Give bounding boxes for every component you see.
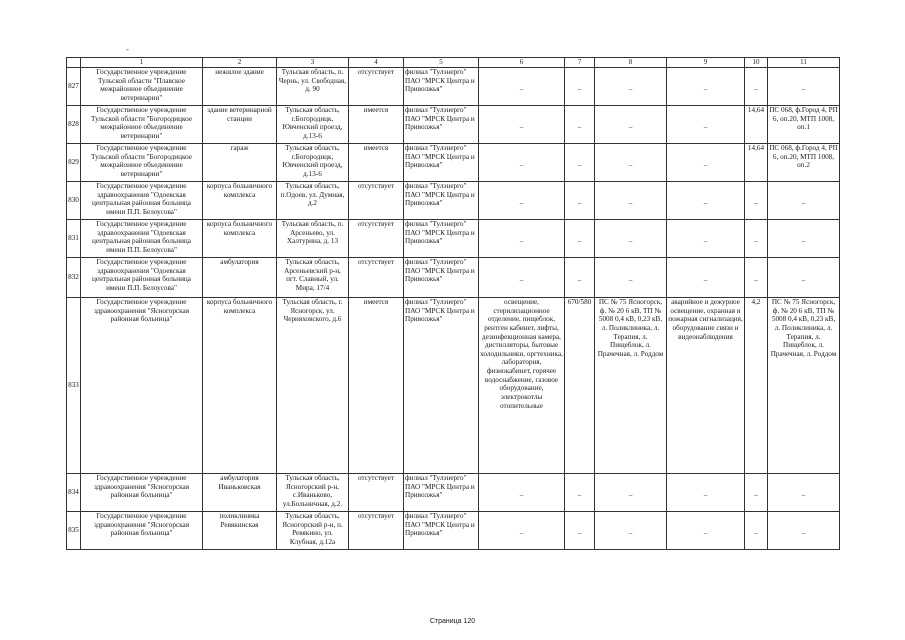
cell-address: Тульская область, г. Ясногорск, ул. Черняховского, д.6 xyxy=(277,298,349,474)
cell-col9: – xyxy=(667,512,745,550)
cell-row-number: 834 xyxy=(67,474,81,512)
cell-row-number: 833 xyxy=(67,298,81,474)
header-cell: 6 xyxy=(479,58,565,68)
cell-organization: филиал "Тулэнерго" ПАО "МРСК Центра и Приволжья" xyxy=(404,474,479,512)
header-cell: 3 xyxy=(277,58,349,68)
cell-col9: – xyxy=(667,68,745,106)
cell-col11: – xyxy=(768,258,840,298)
cell-address: Тульская область, г.Богородицк, Ювченский проезд, д.13-6 xyxy=(277,106,349,144)
cell-row-number: 830 xyxy=(67,182,81,220)
cell-col7: – xyxy=(565,474,595,512)
cell-organization: филиал "Тулэнерго" ПАО "МРСК Центра и Приволжья" xyxy=(404,220,479,258)
cell-col8: – xyxy=(595,182,667,220)
cell-address: Тульская область, Арсеньевский р-н, пгт. Славный, ул. Мира, 17/4 xyxy=(277,258,349,298)
cell-status: отсутствует xyxy=(349,68,404,106)
cell-status: имеется xyxy=(349,106,404,144)
cell-col11: ПС 068, ф.Город 4, РП 6, оп.20, МТП 1008, оп.2 xyxy=(768,144,840,182)
register-table xyxy=(66,57,840,550)
page-footer: Страница 120 xyxy=(429,618,476,625)
cell-col10: – xyxy=(745,512,768,550)
cell-object: здание ветеринарной станции xyxy=(203,106,277,144)
table-row xyxy=(67,144,840,182)
cell-col7: – xyxy=(565,220,595,258)
cell-col8: – xyxy=(595,258,667,298)
cell-col11: ПС 068, ф.Город 4, РП 6, оп.20, МТП 1008, оп.1 xyxy=(768,106,840,144)
cell-col9: – xyxy=(667,220,745,258)
table-row xyxy=(67,474,840,512)
cell-name: Государственное учреждение Тульской области "Богородицкое межрайонное объединение ветеринарии" xyxy=(81,144,203,182)
cell-col8: – xyxy=(595,474,667,512)
cell-status: отсутствует xyxy=(349,258,404,298)
cell-object: гараж xyxy=(203,144,277,182)
cell-organization: филиал "Тулэнерго" ПАО "МРСК Центра и Приволжья" xyxy=(404,182,479,220)
header-cell: 2 xyxy=(203,58,277,68)
cell-object: амбулатория Иваньковская xyxy=(203,474,277,512)
cell-address: Тульская область, п. Чернь, ул. Свободная, д. 90 xyxy=(277,68,349,106)
header-cell: 1 xyxy=(81,58,203,68)
cell-col10: – xyxy=(745,258,768,298)
cell-col9: – xyxy=(667,106,745,144)
cell-object: поликлиника Ревякинская xyxy=(203,512,277,550)
cell-col8: – xyxy=(595,144,667,182)
cell-row-number: 832 xyxy=(67,258,81,298)
cell-organization: филиал "Тулэнерго" ПАО "МРСК Центра и Приволжья" xyxy=(404,258,479,298)
cell-col11: – xyxy=(768,474,840,512)
table-row xyxy=(67,258,840,298)
cell-name: Государственное учреждение здравоохранения "Одоевская центральная районная больница имени П.П. Белоусова" xyxy=(81,220,203,258)
cell-col7: – xyxy=(565,512,595,550)
cell-col11: – xyxy=(768,182,840,220)
cell-col7: – xyxy=(565,258,595,298)
cell-col6: – xyxy=(479,474,565,512)
cell-object: корпуса больничного комплекса xyxy=(203,182,277,220)
cell-status: отсутствует xyxy=(349,474,404,512)
page-mark: - xyxy=(126,44,129,54)
cell-col9: – xyxy=(667,182,745,220)
cell-name: Государственное учреждение здравоохранения "Одоевская центральная районная больница имени П.П. Белоусова" xyxy=(81,182,203,220)
cell-object: корпуса больничного комплекса xyxy=(203,298,277,474)
cell-address: Тульская область, г.Богородицк, Ювченский проезд, д.13-6 xyxy=(277,144,349,182)
cell-col8: – xyxy=(595,68,667,106)
cell-address: Тульская область, п. Арсеньево, ул. Халтурина, д. 13 xyxy=(277,220,349,258)
cell-col11: – xyxy=(768,512,840,550)
cell-col6: – xyxy=(479,106,565,144)
cell-object: нежилое здание xyxy=(203,68,277,106)
cell-name: Государственное учреждение Тульской области "Богородицкое межрайонное объединение ветеринарии" xyxy=(81,106,203,144)
cell-col8: – xyxy=(595,512,667,550)
cell-col6: – xyxy=(479,220,565,258)
cell-address: Тульская область, Ясногорский р-н, с.Иваньково, ул.Больничная, д.2. xyxy=(277,474,349,512)
header-cell: 5 xyxy=(404,58,479,68)
header-cell: 10 xyxy=(745,58,768,68)
table-row xyxy=(67,182,840,220)
cell-col6: – xyxy=(479,68,565,106)
cell-row-number: 827 xyxy=(67,68,81,106)
header-row xyxy=(67,58,840,68)
table-row xyxy=(67,220,840,258)
header-cell: 11 xyxy=(768,58,840,68)
cell-col9: аварийное и дежурное освещение, охранная и пожарная сигнализация, оборудование связи и видеонаблюдения xyxy=(667,298,745,474)
cell-address: Тульская область, Ясногорский р-н, п. Ревякино, ул. Клубная, д.12а xyxy=(277,512,349,550)
cell-status: имеется xyxy=(349,298,404,474)
cell-row-number: 829 xyxy=(67,144,81,182)
cell-col11: – xyxy=(768,220,840,258)
cell-address: Тульская область, п.Одоев, ул. Думная, д.2 xyxy=(277,182,349,220)
cell-col9: – xyxy=(667,144,745,182)
cell-col10: – xyxy=(745,182,768,220)
cell-col6: – xyxy=(479,258,565,298)
cell-col10: 14,64 xyxy=(745,144,768,182)
table-row xyxy=(67,106,840,144)
table-row xyxy=(67,298,840,474)
cell-object: амбулатория xyxy=(203,258,277,298)
cell-col11: – xyxy=(768,68,840,106)
cell-name: Государственное учреждение здравоохранения "Ясногорская районная больница" xyxy=(81,474,203,512)
cell-row-number: 831 xyxy=(67,220,81,258)
cell-status: отсутствует xyxy=(349,182,404,220)
cell-name: Государственное учреждение здравоохранения "Одоевская центральная районная больница имени П.П. Белоусова" xyxy=(81,258,203,298)
table-row xyxy=(67,68,840,106)
cell-col11: ПС № 75 Ясногорск, ф. № 20 6 кВ, ТП № 5008 0,4 кВ, 0,23 кВ, л. Поликлиника, л. Терапия, л. Пищеблок, л. Прачечная, л. Роддом xyxy=(768,298,840,474)
cell-col8: ПС № 75 Ясногорск, ф. № 20 6 кВ, ТП № 5008 0,4 кВ, 0,23 кВ, л. Поликлиника, л. Терапия, л. Пищеблок, л. Прачечная, л. Роддом xyxy=(595,298,667,474)
cell-status: имеется xyxy=(349,144,404,182)
header-cell: 8 xyxy=(595,58,667,68)
cell-col6: – xyxy=(479,182,565,220)
header-cell: 7 xyxy=(565,58,595,68)
cell-organization: филиал "Тулэнерго" ПАО "МРСК Центра и Приволжья" xyxy=(404,68,479,106)
cell-col7: – xyxy=(565,106,595,144)
cell-status: отсутствует xyxy=(349,220,404,258)
cell-name: Государственное учреждение здравоохранения "Ясногорская районная больница" xyxy=(81,298,203,474)
header-cell: 9 xyxy=(667,58,745,68)
cell-col10: – xyxy=(745,220,768,258)
cell-row-number: 828 xyxy=(67,106,81,144)
cell-col6: – xyxy=(479,512,565,550)
cell-col8: – xyxy=(595,106,667,144)
cell-name: Государственное учреждение Тульской области "Плавское межрайонное объединение ветеринарии" xyxy=(81,68,203,106)
cell-organization: филиал "Тулэнерго" ПАО "МРСК Центра и Приволжья" xyxy=(404,298,479,474)
cell-col10: – xyxy=(745,68,768,106)
cell-col9: – xyxy=(667,258,745,298)
cell-organization: филиал "Тулэнерго" ПАО "МРСК Центра и Приволжья" xyxy=(404,144,479,182)
cell-col7: 670/580 xyxy=(565,298,595,474)
cell-object: корпуса больничного комплекса xyxy=(203,220,277,258)
cell-col7: – xyxy=(565,68,595,106)
cell-col7: – xyxy=(565,182,595,220)
header-cell: 4 xyxy=(349,58,404,68)
cell-col10: 4,2 xyxy=(745,298,768,474)
cell-col8: – xyxy=(595,220,667,258)
cell-col10: – xyxy=(745,474,768,512)
cell-name: Государственное учреждение здравоохранения "Ясногорская районная больница" xyxy=(81,512,203,550)
cell-col6: – xyxy=(479,144,565,182)
cell-col6: освещение, стерилизационное отделение, пищеблок, рентген кабинет, лифты, дезинфекционная камера, дистилляторы, бытовые холодильники, оргтехника, лаборатория, физиокабинет, горячее водоснабжение, газовое оборудование, электрокотлы отопительные xyxy=(479,298,565,474)
cell-organization: филиал "Тулэнерго" ПАО "МРСК Центра и Приволжья" xyxy=(404,512,479,550)
cell-col9: – xyxy=(667,474,745,512)
cell-row-number: 835 xyxy=(67,512,81,550)
cell-organization: филиал "Тулэнерго" ПАО "МРСК Центра и Приволжья" xyxy=(404,106,479,144)
table-row xyxy=(67,512,840,550)
cell-col10: 14,64 xyxy=(745,106,768,144)
cell-status: отсутствует xyxy=(349,512,404,550)
header-cell-number xyxy=(67,58,81,68)
cell-col7: – xyxy=(565,144,595,182)
